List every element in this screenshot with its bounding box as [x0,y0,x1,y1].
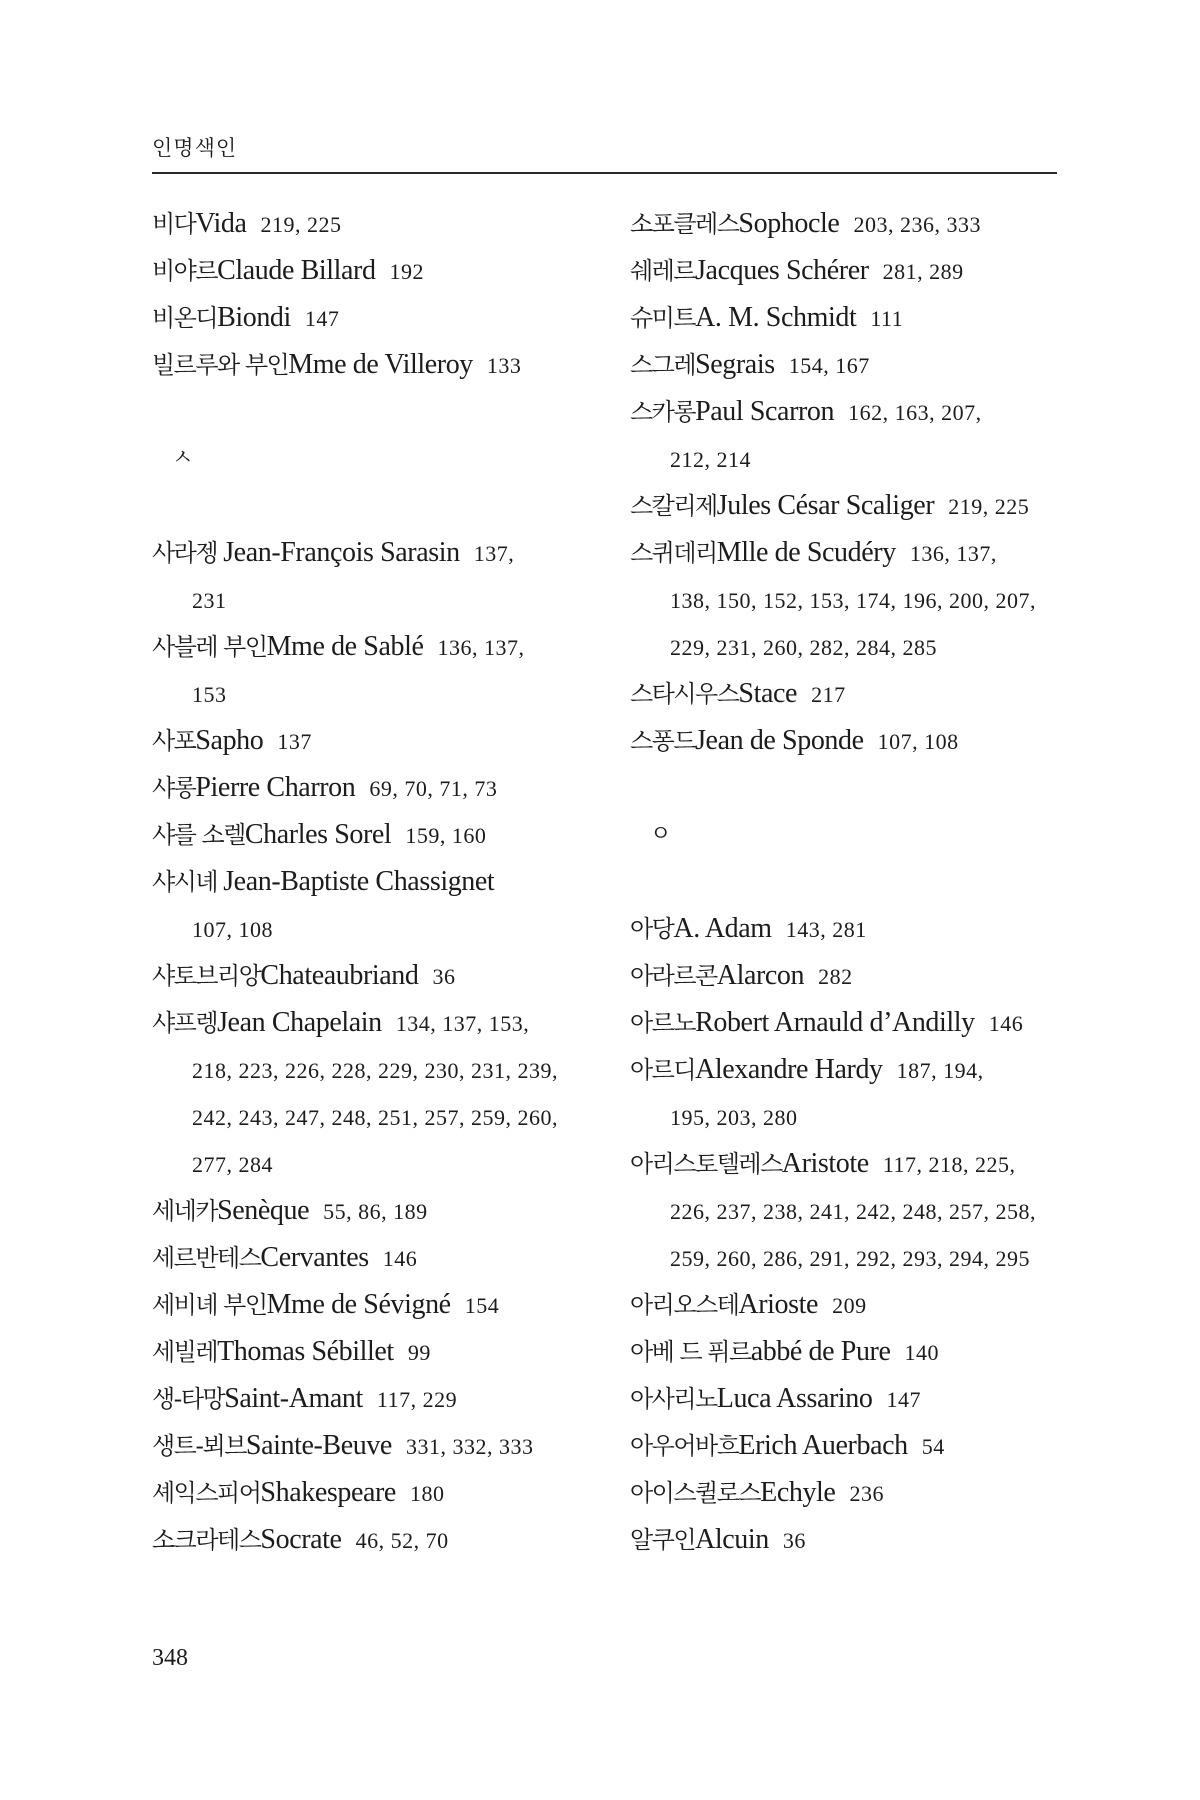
index-entry [630,247,1060,294]
entry-original-name: Paul Scarron [695,396,835,427]
entry-pages: 154, 167 [788,353,870,378]
entry-korean-name: 아리스토텔레스 [630,1150,782,1178]
entry-pages: 107, 108 [877,729,959,754]
entry-pages: 180 [409,1481,445,1506]
entry-pages: 231 [192,588,227,613]
entry-korean-name: 아르디 [630,1056,696,1084]
index-entry [152,1328,582,1375]
entry-original-name: Mlle de Scudéry [716,537,896,568]
index-entry [630,1375,1060,1422]
entry-original-name: Vida [195,208,247,239]
entry-original-name: Pierre Charron [195,772,356,803]
entry-korean-name: 스그레 [630,351,696,379]
entry-pages: 36 [782,1528,806,1553]
entry-pages: 140 [904,1340,939,1365]
entry-original-name: A. M. Schmidt [695,302,857,333]
index-entry [152,529,582,576]
index-column-right [630,200,1060,1563]
entry-original-name: Erich Auerbach [738,1430,908,1461]
index-entry [152,764,582,811]
entry-original-name: Alarcon [716,960,805,991]
entry-korean-name: 아당 [630,915,674,943]
entry-pages: 259, 260, 286, 291, 292, 293, 294, 295 [670,1246,1030,1271]
spacer [152,388,582,435]
entry-pages: 147 [886,1387,922,1412]
index-entry [152,1469,582,1516]
entry-original-name: Jean-Baptiste Chassignet [223,866,495,897]
entry-pages: 203, 236, 333 [853,212,981,237]
entry-pages: 136, 137, [437,635,525,660]
page-header [152,132,1057,174]
index-entry [630,482,1060,529]
index-entry-continuation [630,576,1060,623]
entry-original-name: Claude Billard [217,255,376,286]
entry-korean-name: 아사리노 [630,1385,717,1413]
entry-korean-name: 아베 드 퓌르 [630,1338,751,1366]
index-entry-continuation [630,1234,1060,1281]
index-entry [152,811,582,858]
index-entry [630,1046,1060,1093]
entry-pages: 55, 86, 189 [323,1199,428,1224]
entry-pages: 111 [870,306,904,331]
entry-korean-name: 슈미트 [630,304,696,332]
entry-korean-name: 세르반테스 [152,1244,261,1272]
entry-korean-name: 비온디 [152,304,218,332]
entry-pages: 219, 225 [948,494,1030,519]
index-entry [152,1422,582,1469]
index-entry [152,858,582,905]
entry-korean-name: 사포 [152,727,196,755]
entry-original-name: Sapho [195,725,264,756]
index-entry-continuation [630,1187,1060,1234]
entry-original-name: Charles Sorel [244,819,392,850]
entry-pages: 331, 332, 333 [405,1434,534,1459]
entry-original-name: A. Adam [673,913,772,944]
index-entry-continuation [152,1140,582,1187]
index-entry [630,952,1060,999]
entry-pages: 153 [192,682,227,707]
index-entry-continuation [152,1093,582,1140]
index-entry [630,341,1060,388]
entry-original-name: Echyle [760,1477,836,1508]
index-entry [152,1234,582,1281]
entry-pages: 36 [432,964,456,989]
entry-korean-name: 스카롱 [630,398,696,426]
entry-korean-name: 세비녜 부인 [152,1291,267,1319]
index-entry-continuation [152,576,582,623]
entry-pages: 209 [832,1293,867,1318]
index-entry [630,905,1060,952]
entry-pages: 143, 281 [785,917,867,942]
entry-pages: 99 [407,1340,431,1365]
entry-korean-name: 세네카 [152,1197,218,1225]
index-entry [152,1516,582,1563]
entry-korean-name: 사라젱 [152,539,224,567]
entry-korean-name: 샤롱 [152,774,196,802]
entry-original-name: Stace [738,678,798,709]
entry-korean-name: 샤를 소렐 [152,821,245,849]
entry-korean-name: 아라르콘 [630,962,717,990]
entry-pages: 162, 163, 207, [848,400,982,425]
entry-pages: 236 [849,1481,884,1506]
entry-original-name: Jules César Scaliger [716,490,935,521]
index-entry [630,999,1060,1046]
entry-pages: 147 [304,306,340,331]
entry-korean-name: 빌르루와 부인 [152,351,289,379]
entry-pages: 212, 214 [670,447,751,472]
index-entry [630,1328,1060,1375]
entry-korean-name: 스타시우스 [630,680,739,708]
section-letter: ㅅ [172,446,194,471]
entry-korean-name: 비야르 [152,257,218,285]
index-entry [630,1422,1060,1469]
index-entry [630,717,1060,764]
index-column-left [152,200,582,1563]
index-entry [152,623,582,670]
entry-korean-name: 소포클레스 [630,210,739,238]
index-entry-continuation [152,1046,582,1093]
index-entry [630,388,1060,435]
entry-korean-name: 샤시녜 [152,868,224,896]
entry-korean-name: 비다 [152,210,196,238]
index-entry [630,1281,1060,1328]
entry-pages: 219, 225 [260,212,342,237]
entry-original-name: Jean de Sponde [695,725,864,756]
entry-pages: 138, 150, 152, 153, 174, 196, 200, 207, [670,588,1036,613]
spacer [630,764,1060,811]
entry-original-name: Senèque [217,1195,310,1226]
entry-korean-name: 스퐁드 [630,727,696,755]
entry-original-name: Arioste [738,1289,819,1320]
entry-original-name: Thomas Sébillet [217,1336,394,1367]
entry-pages: 146 [382,1246,418,1271]
entry-pages: 133 [486,353,522,378]
entry-pages: 282 [818,964,853,989]
index-entry-continuation [152,670,582,717]
entry-pages: 242, 243, 247, 248, 251, 257, 259, 260, [192,1105,558,1130]
index-entry [630,670,1060,717]
index-entry-continuation [630,1093,1060,1140]
entry-pages: 187, 194, [896,1058,984,1083]
entry-pages: 136, 137, [909,541,997,566]
entry-original-name: Saint-Amant [224,1383,363,1414]
entry-korean-name: 샤토브리앙 [152,962,261,990]
entry-korean-name: 스퀴데리 [630,539,717,567]
entry-original-name: Sainte-Beuve [245,1430,392,1461]
entry-original-name: Sophocle [738,208,840,239]
index-entry [152,717,582,764]
entry-korean-name: 아우어바흐 [630,1432,739,1460]
index-entry [152,341,582,388]
index-entry [152,1187,582,1234]
entry-korean-name: 아이스퀼로스 [630,1479,761,1507]
entry-korean-name: 소크라테스 [152,1526,261,1554]
entry-original-name: Alexandre Hardy [695,1054,883,1085]
entry-pages: 217 [811,682,846,707]
entry-pages: 146 [988,1011,1024,1036]
entry-pages: 159, 160 [405,823,487,848]
entry-pages: 195, 203, 280 [670,1105,798,1130]
entry-original-name: abbé de Pure [750,1336,891,1367]
entry-pages: 137 [277,729,312,754]
index-entry-continuation [630,623,1060,670]
index-entry [152,247,582,294]
entry-pages: 117, 218, 225, [882,1152,1016,1177]
entry-original-name: Chateaubriand [260,960,419,991]
entry-pages: 229, 231, 260, 282, 284, 285 [670,635,937,660]
index-entry [152,952,582,999]
entry-pages: 192 [389,259,425,284]
index-entry [152,200,582,247]
entry-original-name: Robert Arnauld d’Andilly [695,1007,975,1038]
page-number: 348 [152,1645,188,1671]
index-entry [152,294,582,341]
entry-original-name: Segrais [695,349,775,380]
section-letter: ㅇ [650,822,672,847]
entry-original-name: Cervantes [260,1242,369,1273]
index-entry [630,200,1060,247]
entry-original-name: Shakespeare [260,1477,396,1508]
entry-original-name: Luca Assarino [716,1383,873,1414]
entry-pages: 54 [921,1434,945,1459]
entry-original-name: Alcuin [695,1524,769,1555]
entry-korean-name: 스칼리제 [630,492,717,520]
entry-original-name: Jean-François Sarasin [223,537,460,568]
entry-pages: 218, 223, 226, 228, 229, 230, 231, 239, [192,1058,558,1083]
entry-pages: 277, 284 [192,1152,273,1177]
entry-original-name: Mme de Villeroy [288,349,473,380]
entry-original-name: Jean Chapelain [217,1007,382,1038]
entry-korean-name: 생트-뵈브 [152,1432,246,1460]
entry-pages: 117, 229 [376,1387,458,1412]
entry-korean-name: 사블레 부인 [152,633,267,661]
entry-original-name: Socrate [260,1524,342,1555]
entry-original-name: Aristote [781,1148,869,1179]
index-entry [152,999,582,1046]
index-entry [152,1281,582,1328]
entry-korean-name: 생-타망 [152,1385,225,1413]
spacer [630,858,1060,905]
entry-pages: 154 [464,1293,500,1318]
entry-korean-name: 알쿠인 [630,1526,696,1554]
entry-original-name: Jacques Schérer [695,255,869,286]
index-entry [630,1140,1060,1187]
entry-original-name: Biondi [217,302,291,333]
entry-pages: 69, 70, 71, 73 [369,776,498,801]
spacer [152,482,582,529]
index-entry [630,529,1060,576]
index-entry-continuation [630,435,1060,482]
entry-pages: 107, 108 [192,917,273,942]
entry-korean-name: 쉐레르 [630,257,696,285]
entry-korean-name: 아리오스테 [630,1291,739,1319]
page-title: 인명색인 [152,136,238,160]
entry-korean-name: 셰익스피어 [152,1479,261,1507]
index-entry-continuation [152,905,582,952]
index-entry [630,1469,1060,1516]
entry-pages: 281, 289 [882,259,964,284]
entry-pages: 137, [473,541,515,566]
index-entry [152,1375,582,1422]
entry-original-name: Mme de Sévigné [266,1289,451,1320]
entry-pages: 226, 237, 238, 241, 242, 248, 257, 258, [670,1199,1036,1224]
entry-korean-name: 샤프렝 [152,1009,218,1037]
index-entry [630,1516,1060,1563]
entry-pages: 134, 137, 153, [395,1011,530,1036]
entry-original-name: Mme de Sablé [266,631,424,662]
entry-pages: 46, 52, 70 [355,1528,449,1553]
entry-korean-name: 세빌레 [152,1338,218,1366]
entry-korean-name: 아르노 [630,1009,696,1037]
index-entry [630,294,1060,341]
